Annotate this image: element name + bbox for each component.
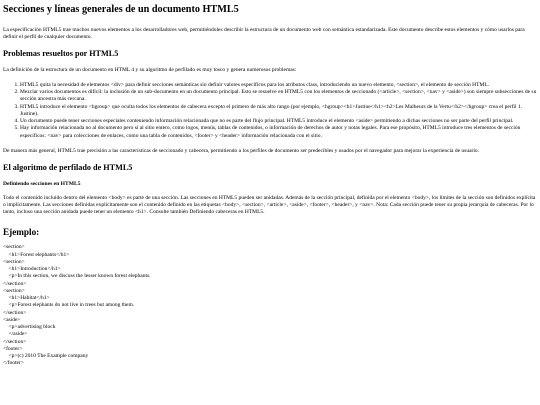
code-line: <h1>Introduction</h1> <box>3 266 61 273</box>
code-example <box>3 244 537 367</box>
code-line: <p>In this section, we discuss the lesser known forest elephants. <box>3 273 151 280</box>
code-line: </aside> <box>3 331 28 338</box>
code-line: </section> <box>3 338 27 345</box>
problems-lead: La definición de la estructura de un documento en HTML 4 y su algoritmo de perfilado es muy tosco y genera numerosos problemas: <box>3 66 297 73</box>
code-line: <section> <box>3 258 25 265</box>
list-item: 5. Hay información relacionada no al documento pero sí al sitio entero, como logos, menús, tablas de contenidos, o información de derechos de autor y notas legales. Para ese propósito, HTML5 introduce tres elementos de sección específicos: <nav> para colecciones de enlaces, como una tabla de contenidos, <footer> y <header> información relacionada con el sitio. <box>20 125 537 140</box>
code-line: <p>advertising block <box>3 324 56 331</box>
code-line: <footer> <box>3 345 23 352</box>
page-title: Secciones y líneas generales de un documento HTML5 <box>3 4 239 15</box>
code-line: <section> <box>3 244 25 251</box>
code-line: </section> <box>3 280 27 287</box>
code-line: </footer> <box>3 360 24 367</box>
example-heading: Ejemplo: <box>3 226 40 237</box>
code-line: </section> <box>3 309 27 316</box>
code-line: <p>(c) 2010 The Example company <box>3 353 89 360</box>
problems-conclusion: De manera más general, HTML5 trae precisión a las características de seccionado y cabecera, permitiendo a los perfiles de documento ser predecibles y usados por el navegador para mejorar la experiencia de usuario. <box>3 147 479 154</box>
list-item: 3. HTML5 introduce el elemento <hgroup> que oculta todos los elementos de cabecera excepto el primero de más alto rango (por ejemplo, <hgroup><h1>Justine</h1><h2>Les Malheurs de la Vertu</h2></hgroup> crea el perfil 1. Justine). <box>20 104 537 119</box>
problems-list <box>3 82 537 140</box>
list-item: 2. Mezclar varios documentos es difícil: la inclusión de un sub-documento en un documento principal. Esto se resuelve en HTML5 con los elementos de seccionado (<article>, <section>, <nav> y <aside>) son siempre subsecciones de su sección ancestra más cercana. <box>20 89 537 104</box>
code-line: <h1>Habitat</h1> <box>3 295 50 302</box>
intro-paragraph: La especificación HTML5 trae muchos nuevos elementos a los desarrolladores web, permitiéndoles describir la estructura de un documento web con semántica estandarizada. Este documento describe estos elementos y cómo usarlos para definir el perfil de cualquier documento. <box>3 26 525 40</box>
problems-heading: Problemas resueltos por HTML5 <box>3 49 119 59</box>
list-item: 1. HTML5 quita la necesidad de elementos <div> para definir secciones semánticas sin definir valores específicos para los atributos class, introduciendo un nuevo elemento, <section>, el elemento de sección HTML. <box>20 82 537 89</box>
algorithm-heading: El algoritmo de perfilado de HTML5 <box>3 163 133 173</box>
code-line: <aside> <box>3 316 21 323</box>
code-line: <p>Forest elephants do not live in trees but among them. <box>3 302 135 309</box>
code-line: <h1>Forest elephants</h1> <box>3 251 70 258</box>
list-item: 4. Un documento puede tener secciones especiales conteniendo información relacionada que no es parte del flujo principal. HTML5 introduce el elemento <aside> permitiendo a dichas secciones no ser parte del perfil principal. <box>20 118 537 125</box>
algorithm-body: Todo el contenido incluido dentro del elemento <body> es parte de una sección. Las secciones en HTML5 pueden ser anidadas. Además de la sección principal, definida por el elemento <body>, los límites de la sección son definidos explícita o implícitamente. Las secciones definidas explícitamente son el contenido definido en las etiquetas <body>, <section>, <article>, <aside>, <footer>, <header>, y <nav>. Nota: Cada sección puede tener su propia jerarquía de cabeceras. Por lo tanto, incluso una sección anidada puede tener un elemento <h1>. Consulte también Definiendo cabeceras en HTML5. <box>3 194 536 216</box>
code-line: <section> <box>3 287 25 294</box>
algorithm-subheading: Definiendo secciones en HTML5 <box>3 180 81 187</box>
